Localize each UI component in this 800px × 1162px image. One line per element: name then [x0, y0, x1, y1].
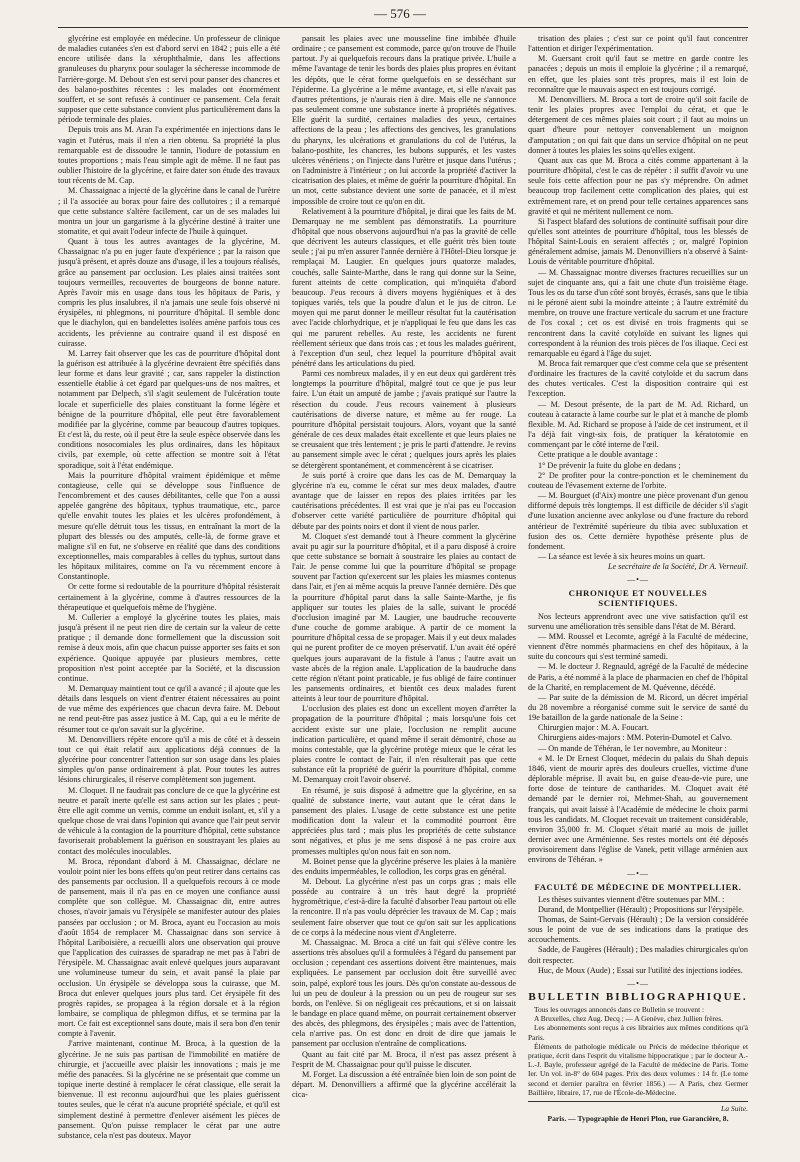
chronique-paragraph: — MM. Roussel et Lecomte, agrégé à la Faculté de médecine, viennent d'être nommés pharmaciens en chef des hôpitaux, à la suite du concours qui s'est terminé samedi. — [528, 631, 748, 662]
paragraph: M. Cloquet. Il ne faudrait pas conclure de ce que la glycérine est neutre et paraît inerte qu'elle est sans action sur les plaies ; peut-être elle agit comme un vernis, comme un enduit isolant, et, s'il y a quelque chose de vrai dans l'opinion qui avance que l'air peut servir de véhicule à la contagion de la pourriture d'hôpital, cette substance favoriserait probablement la guérison en soustrayant les plaies au contact des molécules inoculables. — [58, 785, 280, 856]
chronique-paragraph: — Par suite de la démission de M. Ricord, un décret impérial du 28 novembre a réorganisé comme suit le service de santé du 19e bataillon de la garde nationale de la Seine : — [528, 692, 748, 723]
chronique-paragraph: « M. le Dr Ernest Cloquet, médecin du palais du Shah depuis 1846, vient de mourir après des douleurs cruelles, victime d'une déplorable méprise. Il avait bu, en guise d'eau-de-vie pure, une forte dose de teinture de cantharides. M. Cloquet avait été demandé par le dernier roi, Mehmet-Shah, au gouvernement français, qui avait laissé à l'Académie de médecine le choix parmi tous les candidats. M. Cloquet recevait un traitement considérable, environ 35,000 fr. M. Cloquet s'était marié au mois de juillet dernier avec une Arménienne. Ses restes mortels ont été déposés provisoirement dans l'église de Vanek, petit village arménien aux environs de Téhéran. » — [528, 753, 748, 865]
bulletin-paragraph: Éléments de pathologie médicale ou Précis de médecine théorique et pratique, écrit dans l'esprit du vitalisme hippocratique ; par le docteur A.-L.-J. Bayle, professeur agrégé de la Faculté de médecine de Paris. Tome Ier. Un vol. in-8° de 604 pages. Prix des deux volumes : 14 fr. (Le tome second et dernier paraîtra en février 1856.) — A Paris, chez Germer Baillière, libraire, 17, rue de l'École-de-Médecine. — [528, 1041, 748, 1097]
bulletin-body — [528, 1005, 748, 1097]
paragraph: M. Broca fait remarquer que c'est comme cela que se présentent d'ordinaire les fractures de la cavité cotyloïde et du sacrum dans des chutes verticales. C'est la disposition contraire qui est l'exception. — [528, 359, 748, 399]
paragraph: Cette pratique a le double avantage : — [538, 450, 658, 460]
bulletin-paragraph: A Bruxelles, chez Aug. Decq ; — A Genève, chez Jullien frères. — [534, 1014, 724, 1024]
paragraph: M. Cloquet s'est demandé tout à l'heure comment la glycérine avait pu agir sur la pourriture d'hôpital, et il a paru disposé à croire que cette substance se bornait à soustraire les plaies au contact de l'air. Je pense comme lui que la pourriture d'hôpital se propage souvent par l'action qu'exercent sur les plaies les miasmes contenus dans l'air, et j'en ai même acquis la preuve l'année dernière. Dès que la pourriture d'hôpital parut dans la salle Sainte-Marthe, je fis appliquer sur toutes les plaies de la salle, suivant le procédé d'occlusion imaginé par M. Laugier, une baudruche recouverte d'une couche de gomme arabique. A partir de ce moment la pourriture d'hôpital cessa de se propager. Mais il y eut deux malades qui ne purent profiter de ce moyen préservatif. L'un avait été opéré quelques jours auparavant de la fistule à l'anus ; l'autre avait un vaste abcès de la région anale. L'application de la baudruche dans cette région n'étant point praticable, je fus obligé de faire continuer les pansements ordinaires, et bientôt ces deux malades furent atteints à leur tour de pourriture d'hôpital. — [292, 531, 516, 704]
paragraph: Si l'aspect blafard des solutions de continuité suffisait pour dire qu'elles sont atteintes de pourriture d'hôpital, tous les blessés de l'hôpital Saint-Louis en seraient affectés ; or, malgré l'opinion généralement admise, jamais M. Denonvilliers n'a observé à Saint-Louis de véritable pourriture d'hôpital. — [528, 216, 748, 267]
page-number: — 576 — — [374, 6, 426, 21]
paragraph: Relativement à la pourriture d'hôpital, je dirai que les faits de M. Demarquay ne me semblent pas démonstratifs. La pourriture d'hôpital que nous observons aujourd'hui n'a pas la gravité de celle que décrivent les auteurs classiques, et elle guérit très bien toute seule ; j'ai pu m'en assurer l'année dernière à l'Hôtel-Dieu lorsque je remplaçai M. Laugier. En quelques jours quatorze malades, couchés, salle Sainte-Marthe, dans le rang qui donne sur la Seine, furent atteints de cette complication, qui m'inquiéta d'abord beaucoup. J'eus recours à divers moyens hygiéniques et à des topiques variés, tels que la poudre d'alun et le jus de citron. Le moyen qui me parut donner le meilleur résultat fut la cautérisation avec l'acide chlorhydrique, et je n'appliquai le feu que dans les cas qui me parurent rebelles. Au reste, les accidents ne furent réellement sérieux que dans trois cas ; et tous les malades guérirent, à l'exception d'un seul, chez lequel la pourriture d'hôpital avait pénétré dans les articulations du pied. — [292, 206, 516, 368]
column-left — [58, 34, 280, 1144]
faculte-heading: FACULTÉ DE MÉDECINE DE MONTPELLIER. — [534, 881, 742, 892]
paragraph: — M. Chassaignac montre diverses fractures recueillies sur un sujet de cinquante ans, qui a fait une chute d'un troisième étage. Tous les os du tarse d'un côté sont broyés, écrasés, sans que le tibia ni le péroné aient subi la moindre atteinte ; à l'autre extrémité du membre, on trouve une fracture verticale du sacrum et une fracture de l'os coxal ; cet os est divisé en trois fragments qui se rencontrent dans la cavité cotyloïde en suivant les lignes qui correspondent à la réunion des trois pièces de l'os iliaque. Ceci est remarquable eu égard à l'âge du sujet. — [528, 267, 748, 358]
section-separator: —•— — [627, 978, 649, 988]
chronique-paragraph: Chirurgiens aides-majors : MM. Poterin-Dumotel et Calvo. — [538, 733, 733, 743]
bulletin-paragraph: Tous les ouvrages annoncés dans ce Bulletin se trouvent : — [534, 1005, 705, 1015]
paragraph: Parmi ces nombreux malades, il y en eut deux qui gardèrent très longtemps la pourriture d'hôpital, malgré tout ce que je pus leur faire. L'un était un amputé de jambe ; j'avais pratiqué sur l'autre la résection du coude. J'eus recours vainement à plusieurs cautérisations de diverse nature, et même au fer rouge. La pourriture d'hôpital persistait toujours. Alors, voyant que la santé générale de ces deux malades était excellente et que leurs plaies ne se creusaient que très lentement ; je pris le parti d'attendre. Je revins au pansement simple avec le cérat ; quelques jours après les plaies se détergèrent spontanément, et commencèrent à se cicatriser. — [292, 369, 516, 470]
paragraph: M. Cullerier a employé la glycérine toutes les plaies, mais jusqu'à présent il ne peut rien dire de certain sur la valeur de cette pratique ; il demande donc formellement que la discussion soit remise à deux mois, afin que chacun puisse apporter ses faits et son expérience. Quoique appuyée par plusieurs membres, cette proposition n'est point acceptée par la Société, et la discussion continue. — [58, 612, 280, 683]
paragraph: Mais la pourriture d'hôpital vraiment épidémique et même contagieuse, celle qui se développe sous l'influence de l'encombrement et des causes débilitantes, celle que l'on a aussi appelée gangrène des hôpitaux, typhus traumatique, etc., parce qu'elle envahit toutes les plaies et les ulcères profondément, à mesure qu'elle détruit tous les tissus, en entraînant la mort de la plupart des blessés ou des amputés, celle-là, de forme grave et maligne s'il en fut, ne s'observe en réalité que dans des conditions exceptionnelles, mais comparables à celles du typhus, surtout dans les hôpitaux militaires, comme on l'a vu récemment encore à Constantinople. — [58, 470, 280, 582]
paragraph: M. Forget. La discussion a été entraînée bien loin de son point de départ. M. Denonvilliers a affirmé que la glycérine accélérait la cica- — [292, 1069, 516, 1100]
printer-line: Paris. — Typographie de Henri Plon, rue Garancière, 8. — [547, 1114, 729, 1124]
column-middle — [292, 34, 516, 1144]
paragraph: — M. Bourguet (d'Aix) montre une pièce provenant d'un genou difformé depuis très longtemps. Il est difficile de décider s'il s'agit d'une luxation ancienne avec ankylose ou d'une fracture du rebord antérieur de l'extrémité supérieure du tibia avec subluxation et fusion des os. Cette dernière hypothèse présente plus de fondement. — [528, 491, 748, 551]
continuation-tag: La Suite. — [720, 1104, 748, 1114]
secretary-signature: Le secrétaire de la Société, Dr A. Verneuil. — [607, 562, 748, 572]
paragraph: M. Chassaignac a injecté de la glycérine dans le canal de l'urètre ; il l'a associée au borax pour faire des collutoires ; il a remarqué que cette substance s'altère facilement, car un de ses malades lui montra un jour un gargarisme à la glycérine destiné à traiter une stomatite, et qui avait l'odeur infecte de l'huile à quinquet. — [58, 186, 280, 236]
paragraph: M. Denonvilliers répète encore qu'il a mis de côté et à dessein tout ce qui était relatif aux applications déjà connues de la glycérine pour concentrer l'attention sur son usage dans les plaies simples qu'on panse ordinairement à plat. Pour toutes les autres lésions chirurgicales, il réserve complètement son jugement. — [58, 734, 280, 785]
paragraph: M. Denonvilliers. M. Broca a tort de croire qu'il soit facile de tenir les plaies propres avec l'emploi du cérat, et que le détergement de ces mêmes plaies soit court ; il faut au moins un quart d'heure pour nettoyer convenablement un moignon d'amputation ; on qui fait que dans un service d'hôpital on ne peut donner à toutes les plaies les soins qu'elles exigent. — [528, 94, 748, 155]
paragraph: Depuis trois ans M. Aran l'a expérimentée en injections dans le vagin et l'utérus, mais il n'en a rien obtenu. Sa propriété la plus remarquable est de dissoudre le tannin, l'iodure de potassium en toutes proportions ; mais l'eau simple agit de même. Il ne faut pas oublier l'histoire de la glycérine, et faire dater son étude des travaux tout récents de M. Cap. — [58, 125, 280, 186]
paragraph: M. Demarquay maintient tout ce qu'il a avancé ; il ajoute que les détails dans lesquels on vient d'entrer étaient nécessaires au point de vue même des expériences que chacun devra faire. M. Debout ne rend peut-être pas assez justice à M. Cap, qui a eu le mérite de résumer tout ce qu'on savait sur la glycérine. — [58, 684, 280, 734]
bulletin-heading: BULLETIN BIBLIOGRAPHIQUE. — [528, 990, 748, 1003]
paragraph: En résumé, je suis disposé à admettre que la glycérine, en sa qualité de substance inerte, vaut autant que le cérat dans le pansement des plaies. L'usage de cette substance est une petite modification dont la valeur et la commodité pourront être appréciées plus tard ; mais plus les propriétés de cette substance sont négatives, et plus je me sens disposé à ne pas croire aux promesses multiples qu'on nous fait en son nom. — [292, 785, 516, 856]
chronique-paragraph: — M. le docteur J. Regnauld, agrégé de la Faculté de médecine de Paris, a été nommé à la place de pharmacien en chef de l'hôpital de la Charité, en remplacement de M. Quévenne, décédé. — [528, 662, 748, 692]
paragraph: M. Guersant croit qu'il faut se mettre en garde contre les panacées ; depuis un mois il emploie la glycérine ; il a remarqué, en effet, que les plaies sont très propres, mais il est loin de reconnaître que le mauvais aspect en est toujours corrigé. — [528, 54, 748, 94]
chronique-paragraph: Nos lecteurs apprendront avec une vive satisfaction qu'il est survenu une amélioration très sensible dans l'état de M. Bérard. — [528, 611, 748, 631]
faculte-paragraph: Huc, de Moux (Aude) ; Essai sur l'utilité des injections iodées. — [538, 965, 743, 975]
section-separator: —•— — [627, 575, 649, 585]
faculte-paragraph: Durand, de Montpellier (Hérault) ; Propositions sur l'érysipèle. — [538, 904, 744, 914]
column-right — [528, 34, 748, 1144]
paragraph: Quant au fait cité par M. Broca, il n'est pas assez présent à l'esprit de M. Chassaignac pour qu'il puisse le discuter. — [292, 1049, 516, 1069]
paragraph: Quant à tous les autres avantages de la glycérine, M. Chassaignac n'a pu en juger faute d'expérience ; par la raison que jusqu'à présent, et après douze ans d'usage, il les a toujours réalisés, grâce au pansement par occlusion. Les plaies ainsi traitées sont toujours vermeilles, recouvertes de bourgeons de bonne nature. Après l'avoir mis en usage dans tous les hôpitaux de Paris, y compris les plus insalubres, il n'a jamais une seule fois observé ni érysipèles, ni phlegmons, ni pourriture d'hôpital. Il semble donc que le diachylon, qui en bandelettes isolées amène parfois tous ces accidents, les prévienne au contraire quand il est disposé en cuirasse. — [58, 237, 280, 348]
paragraph: Or cette forme si redoutable de la pourriture d'hôpital résisterait certainement à la glycérine, comme à d'autres ressources de la thérapeutique et quelquefois même de l'hygiène. — [58, 582, 280, 612]
faculte-paragraph: Les thèses suivantes viennent d'être soutenues par MM. : — [538, 894, 725, 904]
paragraph: M. Broca, répondant d'abord à M. Chassaignac, déclare ne vouloir point nier les bons effets qu'on peut retirer dans certains cas des pansements par occlusion. Il a quelquefois recours à ce mode de pansement, mais il n'a pas en ce moyen une confiance aussi complète que son collègue. M. Chassaignac dit, entre autres choses, n'avoir jamais vu l'érysipèle se manifester autour des plaies pansées par occlusion ; or M. Broca, ayant eu l'occasion au mois d'août 1854 de remplacer M. Chassaignac dans son service à l'hôpital Lariboisière, a recueilli alors une observation qui prouve que l'application des cuirasses de sparadrap ne met pas à l'abri de l'érysipèle. M. Chassaignac avait enlevé quelques jours auparavant une volumineuse tumeur du sein, et avait pansé la plaie par occlusion. Un érysipèle se développa sous la cuirasse, que M. Broca dut enlever quelques jours plus tard. Cet érysipèle fit des progrès rapides, se propagea à la région dorsale et à la région lombaire, se compliqua de phlegmon diffus, et se termina par la mort. Ce fait est exceptionnel sans doute, mais il sera bon d'en tenir compte à l'avenir. — [58, 856, 280, 1039]
page-footer — [528, 1101, 748, 1124]
section-separator: —•— — [627, 868, 649, 878]
header-rule — [58, 27, 748, 28]
paragraph: trisation des plaies ; c'est sur ce point qu'il faut concentrer l'attention et diriger l'expérimentation. — [528, 34, 748, 54]
paragraph: J'arrive maintenant, continue M. Broca, à la question de la glycérine. Je ne suis pas partisan de l'immobilité en matière de chirurgie, et j'accueille avec plaisir les innovations ; mais je me méfie des panacées. Si la glycérine ne se présentait que comme un topique inerte destiné à remplacer le cérat classique, elle serait la bienvenue. Il est reconnu aujourd'hui que les plaies guérissent toutes seules, que le cérat n'a aucune propriété spéciale, et qu'il est simplement destiné à permettre d'enlever aisément les pièces de pansement. Qu'on puisse remplacer le cérat par une autre substance, cela n'est pas douteux. Mayor — [58, 1039, 280, 1140]
paragraph: Je suis porté à croire que dans les cas de M. Demarquay la glycérine n'a eu, comme le cérat sur mes deux malades, d'autre avantage que de laisser en repos des plaies irritées par les cautérisations précédentes. Il est vrai que je n'ai pas eu l'occasion d'observer cette variété particulière de pourriture d'hôpital qui débute par des points noirs et dont il vient de nous parler. — [292, 470, 516, 531]
paragraph: 1° De prévenir la fuite du globe en dedans ; — [538, 460, 681, 470]
chronique-heading: CHRONIQUE ET NOUVELLES SCIENTIFIQUES. — [568, 588, 708, 609]
paragraph: Quant aux cas que M. Broca a cités comme appartenant à la pourriture d'hôpital, c'est le cas de répéter : il suffit d'avoir vu une seule fois cette affection pour ne pas s'y méprendre. On admet beaucoup trop facilement cette complication des plaies, qui est extrêmement rare, et on prend pour telle certaines apparences sans gravité et qui ne méritent nullement ce nom. — [528, 155, 748, 216]
paragraph: M. Boinet pense que la glycérine préserve les plaies à la manière des enduits imperméables, le collodion, les corps gras en général. — [292, 856, 516, 876]
chronique-paragraph: Chirurgien major : M. A. Foucart. — [538, 723, 649, 733]
paragraph: M. Chassaignac. M. Broca a cité un fait qui s'élève contre les assertions très absolues qu'il a formulées à l'égard du pansement par occlusion ; cependant ces assertions doivent être maintenues, mais expliquées. Le pansement par occlusion doit être surveillé avec soin, palpé, exploré tous les jours. Dès qu'on constate au-dessous de lui un peu de douleur à la pression ou un peu de rougeur sur ses bords, on l'enlève. Si on négligeait ces précautions, et si on laissait le bandage en place quand même, on pourrait certainement observer des abcès, des phlegmons, des érysipèles ; mais avec de l'attention, cela n'arrive pas. On est donc en droit de dire que jamais le pansement par occlusion n'entraîne de complications. — [292, 937, 516, 1049]
faculte-paragraph: Sadde, de Faugères (Hérault) ; Des maladies chirurgicales qu'on doit respecter. — [528, 945, 748, 965]
paragraph: M. Debout. La glycérine n'est pas un corps gras ; mais elle possède au contraire à un très haut degré la propriété hygrométrique, c'est-à-dire la faculté d'absorber l'eau partout où elle la rencontre. Il n'a pas voulu déprécier les travaux de M. Cap ; mais seulement faire observer que tout ce qu'on sait sur les applications de ce corps à la médecine nous vient d'Angleterre. — [292, 876, 516, 937]
paragraph: M. Larrey fait observer que les cas de pourriture d'hôpital dont la guérison est attribuée à la glycérine devraient être spécifiés dans leur forme et dans leur gravité ; car, sans rappeler la distinction essentielle établie à cet égard par quelques-uns de nos maîtres, et notamment par Delpech, s'il s'agit seulement de l'ulcération toute locale et superficielle des plaies constituant la forme légère et bénigne de la pourriture d'hôpital, elle peut être favorablement modifiée par la glycérine, comme par beaucoup d'autres topiques. Et c'est là, du reste, où il peut être la seule espèce observée dans les conditions nosocomiales les plus ordinaires, dans les hôpitaux civils, par exemple, où cette affection se montre soit à l'état sporadique, soit à l'état endémique. — [58, 348, 280, 470]
paragraph: pansait les plaies avec une mousseline fine imbibée d'huile ordinaire ; ce pansement est commode, parce qu'on trouve de l'huile partout. J'y ai quelquefois recours dans la pratique privée. L'huile a même l'avantage de tenir les bords des plaies plus propres en évitant les dépôts, que le cérat forme quelquefois en se desséchant sur l'épiderme. La glycérine a le même avantage, et, si elle n'avait pas d'autres prétentions, je n'aurais rien à dire. Mais elle ne s'annonce pas seulement comme une substance inerte à propriétés négatives. Elle guérit la surdité, certaines maladies des yeux, certaines affections de la peau ; les affections des gencives, les granulations du pharynx, les ulcérations et granulations du col de l'utérus, la balano-posthite, les chancres, les bubons suppurés, et les vastes ulcères vénériens ; on l'injecte dans l'urètre et jusque dans l'utérus ; on l'administre à l'intérieur ; on lui accorde la propriété d'activer la cicatrisation des plaies, et même de guérir la pourriture d'hôpital. En un mot, cette substance devient une sorte de panacée, et il m'est impossible de croire tout ce qu'on en dit. — [292, 34, 516, 206]
bulletin-paragraph: Les abonnements sont reçus à ces librairies aux mêmes conditions qu'à Paris. — [528, 1023, 748, 1042]
chronique-paragraph: — On mande de Téhéran, le 1er novembre, au Moniteur : — [538, 743, 727, 753]
paragraph: 2° De profiter pour la contre-ponction et le cheminement du couteau de l'évasement externe de l'orbite. — [528, 470, 748, 490]
paragraph: L'occlusion des plaies est donc un excellent moyen d'arrêter la propagation de la pourriture d'hôpital ; mais lorsqu'une fois cet accident existe sur une plaie, l'occlusion ne remplit aucune indication particulière, et quand même il serait démontré, chose au moins contestable, que la glycérine protège mieux que le cérat les plaies contre le contact de l'air, il n'en résulterait pas que cette substance eût la propriété de guérir la pourriture d'hôpital, comme M. Demarquay croit l'avoir observé. — [292, 704, 516, 785]
paragraph: — M. Desout présente, de la part de M. Ad. Richard, un couteau à cataracte à lame courbe sur le plat et à manche de plomb flexible. M. Ad. Richard se propose à l'aide de cet instrument, et il l'a déjà fait vingt-six fois, de pratiquer la kératotomie en commençant par le côté interne de l'œil. — [528, 399, 748, 450]
faculte-paragraph: Thomas, de Saint-Gervais (Hérault) ; De la version considérée sous le point de vue de ses indications dans la pratique des accouchements. — [528, 914, 748, 945]
paragraph: — La séance est levée à six heures moins un quart. — [538, 551, 706, 561]
paragraph: glycérine est employée en médecine. Un professeur de clinique de maladies cutanées s'en est d'abord servi en 1842 ; puis elle a été encore utilisée dans la xérophthalmie, dans les affections granuleuses du pharynx pour soulager la sécheresse incommode de l'arrière-gorge. M. Debout s'en est servi pour panser des chancres et des balano-posthites récentes : les malades ont énormément souffert, et se sont refusés à continuer ce pansement. Cela ferait supposer que cette substance convient plus particulièrement dans la période terminale des plaies. — [58, 34, 280, 125]
